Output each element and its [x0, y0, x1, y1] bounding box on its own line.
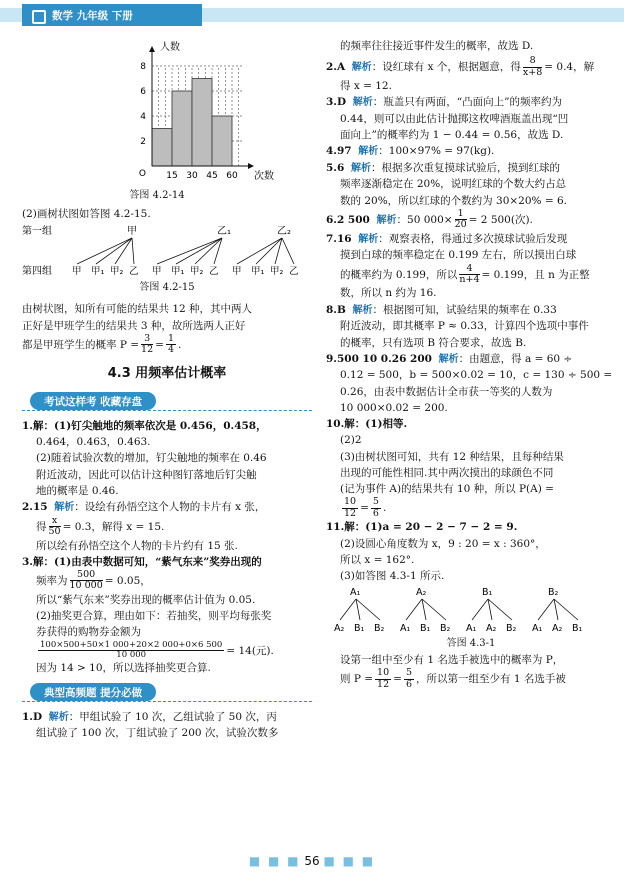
analysis-tag: 解析 [376, 214, 397, 226]
fraction [70, 570, 103, 592]
tree-branch [96, 238, 132, 264]
numerator: 10 [344, 496, 357, 508]
y-tick-label: 2 [140, 137, 146, 147]
numerator: 1 [167, 332, 174, 344]
denominator: 6 [372, 507, 379, 519]
r5 [326, 160, 616, 177]
q3-line-f [22, 641, 312, 661]
x-tick-label: 45 [206, 171, 218, 181]
r7c-post: = 0.199，且 n 为正整 [481, 268, 590, 281]
r9a: ：由题意，得 a = 60 ÷ [458, 352, 573, 365]
r9-number: 9.500 10 0.26 200 [326, 352, 432, 365]
q2b-pre: 得 [36, 520, 47, 533]
r2 [326, 56, 616, 78]
r5b: 频率逐渐稳定在 20%，说明红球的个数大约占总 [340, 178, 567, 191]
fraction [342, 497, 358, 519]
fraction [49, 516, 61, 538]
tree-leaf: B₂ [374, 623, 385, 635]
q1-line-d: 附近波动，因此可以估计这种图钉落地后钉尖触 [36, 468, 257, 481]
tree-node: 甲 [127, 225, 137, 237]
right-column [326, 38, 616, 690]
tree-leaf: 甲 [152, 265, 162, 277]
q3-line-c: 所以“紫气东来”奖券出现的概率估计值为 0.05. [36, 593, 256, 606]
q2-line-a [22, 499, 312, 516]
tree-leaf: A₁ [400, 623, 411, 635]
page-dots-right: ■ ■ ■ [323, 854, 376, 868]
banner-label: 典型高频题 提分必做 [30, 683, 156, 701]
r9c: 0.26，由表中数据估计全市获一等奖的人数为 [340, 385, 553, 398]
analysis-tag: 解析 [438, 353, 459, 365]
tree2-caption: 答图 4.3-1 [446, 638, 496, 650]
q2-number: 2.15 [22, 501, 48, 514]
r3-number: 3.D [326, 96, 347, 109]
r7c-pre: 的概率约为 0.199，所以 [340, 268, 458, 281]
y-tick-label: 8 [140, 62, 146, 72]
fraction [371, 497, 381, 519]
tree-leaf: A₂ [486, 623, 497, 635]
r3 [326, 94, 616, 111]
q3b-pre: 频率为 [36, 574, 68, 587]
q2-line-b [22, 516, 312, 538]
r9d: 10 000×0.02 = 200. [340, 401, 448, 414]
r10e: (记为事件 A)的结果共有 10 种，所以 P(A) = [340, 483, 554, 496]
denominator: 50 [48, 526, 61, 538]
fraction [38, 641, 224, 661]
tree-leaf: 甲 [72, 265, 82, 277]
histogram-bar [152, 129, 172, 167]
r8-number: 8.B [326, 303, 346, 316]
r12b-post: ，所以第一组至少有 1 名选手被 [416, 673, 566, 686]
tree-leaf: 甲₂ [270, 265, 284, 277]
fraction [523, 56, 542, 78]
tree-node: 乙₁ [217, 225, 232, 237]
histogram-bar [172, 91, 192, 166]
para-3b: 正好是甲班学生的结果共 3 种，故所选两人正好 [22, 319, 246, 332]
r6-number: 6.2 500 [326, 213, 370, 226]
q4-line-b: 组试验了 100 次，丁组试验了 200 次，试验次数多 [36, 727, 279, 740]
y-axis-arrow [149, 46, 155, 52]
fraction [455, 209, 467, 231]
r7d: 数，所以 n 约为 16. [340, 287, 437, 300]
denominator: n+4 [459, 274, 480, 286]
denominator: 10 000 [116, 650, 147, 661]
r5a: ：根据多次重复摸球试验后，摸到红球的 [370, 161, 560, 174]
tree-leaf: 甲₁ [91, 265, 105, 277]
r6-post: = 2 500(次). [468, 213, 533, 226]
r8b: 附近波动，即其概率 P ≈ 0.33，计算四个选项中事件 [340, 320, 589, 333]
x-axis-arrow [248, 163, 254, 169]
tree-leaf: A₂ [334, 623, 345, 635]
q3f-post: = 14(元). [226, 644, 274, 657]
r5-number: 5.6 [326, 161, 345, 174]
q2b-post: = 0.3，解得 x = 15. [62, 520, 165, 533]
banner-label: 考试这样考 收藏存盘 [30, 392, 156, 410]
tree-node: B₁ [482, 587, 493, 599]
r7b: 摸到白球的频率稳定在 0.199 左右，所以摸出白球 [340, 249, 577, 262]
section-title: 4.3 用频率估计概率 [107, 365, 227, 381]
tree-leaf: 甲 [232, 265, 242, 277]
numerator: 100×500+50×1 000+20×2 000+0×6 500 [40, 639, 223, 650]
q1-line-e: 地的概率是 0.46. [36, 484, 119, 497]
tree-leaf: B₁ [572, 623, 583, 635]
denominator: 10 000 [69, 580, 103, 592]
para-3c: 都是甲班学生的概率 P = $\frac{3}{12}$ = $\frac{1}{4}$ . [22, 332, 182, 356]
tree-row-label: 第四组 [22, 265, 52, 277]
r11a: 11.解：(1)a = 20 − 2 − 7 − 2 = 9. [326, 521, 518, 534]
tree-node: A₁ [350, 587, 361, 599]
tree-leaf: 甲₁ [171, 265, 185, 277]
tree-leaf: B₁ [420, 623, 431, 635]
q4-line-a [22, 709, 312, 726]
r8c: 的概率，只有选项 B 符合要求，故选 B. [340, 336, 527, 349]
tree-leaf: A₁ [466, 623, 477, 635]
para-2: (2)画树状图如答图 4.2-15. [22, 207, 151, 220]
r6 [326, 209, 616, 231]
q1-line-b: 0.464，0.463，0.463. [36, 436, 151, 449]
r11b: (2)设圆心角度数为 x，9 : 20 = x : 360°， [340, 537, 546, 550]
tree-leaf: A₂ [552, 623, 563, 635]
r7-number: 7.16 [326, 232, 352, 245]
analysis-tag: 解析 [352, 304, 373, 316]
denominator: 20 [454, 219, 467, 231]
r2-pre: ：设红球有 x 个，根据题意，得 [371, 61, 521, 74]
tree-node: 乙₂ [277, 225, 292, 237]
fraction [141, 334, 153, 356]
origin-label: O [138, 169, 146, 179]
page-number [0, 852, 624, 871]
q3-line-b [22, 570, 312, 592]
header-title: 数学 九年级 下册 [22, 4, 202, 26]
fraction [166, 334, 176, 356]
analysis-tag: 解析 [48, 711, 69, 723]
r10a: 10.解：(1)相等. [326, 418, 408, 431]
tree-branch [157, 238, 222, 264]
tree-row-label: 第一组 [22, 225, 52, 237]
tree-branch [340, 599, 356, 620]
numerator: 5 [405, 667, 412, 679]
denominator: 6 [405, 678, 412, 690]
q3-line-d: (2)抽奖更合算，理由如下：若抽奖，则平均每张奖 [36, 610, 272, 623]
page-dots-left: ■ ■ ■ [248, 854, 301, 868]
r3b: 0.44，则可以由此估计抛掷这枚啤酒瓶盖出现“凹 [340, 112, 569, 125]
tree-leaf: 乙 [129, 265, 139, 277]
r3a: ：瓶盖只有两面，“凸面向上”的频率约为 [372, 96, 563, 109]
tree-leaf: 甲₂ [190, 265, 204, 277]
tree-branch [472, 599, 488, 620]
x-tick-label: 60 [226, 171, 238, 181]
analysis-tag: 解析 [358, 233, 379, 245]
r7a: ：观察表格，得通过多次摸球试验后发现 [378, 232, 568, 245]
x-axis-label: 次数 [254, 171, 274, 182]
r10d: 出现的可能性相同.其中两次摸出的球颜色不同 [340, 466, 554, 479]
q3-line-e: 券获得的购物券金额为 [36, 626, 141, 639]
tree-branch [538, 599, 554, 620]
denominator: 12 [141, 344, 154, 356]
r6-pre: ：50 000× [396, 213, 453, 226]
r4-text: ：100×97% = 97(kg). [378, 145, 495, 158]
r2b: 得 x = 12. [340, 80, 392, 93]
histogram-bar [192, 79, 212, 167]
analysis-tag: 解析 [351, 62, 372, 74]
r5c: 数的 20%，所以红球的个数约为 30×20% = 6. [340, 194, 568, 207]
x-tick-label: 30 [186, 171, 198, 181]
denominator: x+8 [522, 66, 543, 78]
numerator: 5 [372, 496, 379, 508]
fraction [459, 264, 479, 286]
tree-branch [406, 599, 422, 620]
numerator: 8 [523, 56, 542, 67]
tree1-caption: 答图 4.2-15 [139, 281, 195, 293]
r2-post: = 0.4，解 [544, 61, 595, 74]
r3c: 面向上”的概率约为 1 − 0.44 = 0.56，故选 D. [340, 129, 564, 142]
r9b: 0.12 = 500，b = 500×0.02 = 10，c = 130 ÷ 500 = [340, 369, 613, 382]
q3-line-g: 因为 14 > 10，所以选择抽奖更合算. [36, 662, 211, 675]
q2-text: ：设绘有孙悟空这个人物的卡片有 x 张， [74, 501, 266, 514]
tree-leaf: 甲₁ [251, 265, 265, 277]
tree-leaf: 甲₂ [110, 265, 124, 277]
r11d: (3)如答图 4.3-1 所示. [340, 570, 445, 583]
banner-frequent [22, 681, 312, 703]
analysis-tag: 解析 [352, 97, 373, 109]
q3-line-a: 3.解：(1)由表中数据可知，“紫气东来”奖券出现的 [22, 555, 262, 568]
analysis-tag: 解析 [350, 162, 371, 174]
r9 [326, 351, 616, 368]
numerator: 4 [459, 264, 479, 275]
denominator: 4 [167, 344, 174, 356]
r12b-pre: 则 P = [340, 673, 374, 686]
numerator: 1 [455, 209, 467, 220]
r7 [326, 231, 616, 248]
numerator: 500 [70, 570, 103, 581]
fraction [375, 668, 391, 690]
tree-leaf: B₂ [440, 623, 451, 635]
r1: 的频率往往接近事件发生的概率，故选 D. [340, 40, 534, 52]
tree-node: A₂ [416, 587, 427, 599]
y-tick-label: 4 [140, 112, 146, 122]
histogram-chart [102, 38, 302, 188]
tree-leaf: 乙 [289, 265, 299, 277]
para-3a: 由树状图，知所有可能的结果共 12 种，其中两人 [22, 303, 253, 316]
denominator: 12 [344, 507, 357, 519]
tree-leaf: A₁ [532, 623, 543, 635]
numerator: 10 [377, 667, 390, 679]
y-axis-label: 人数 [160, 42, 180, 53]
q1-line-c: (2)随着试验次数的增加，钉尖触地的频率在 0.46 [36, 452, 267, 465]
histogram-bar [212, 116, 232, 166]
r4 [326, 143, 616, 160]
denominator: 12 [377, 678, 390, 690]
tree-diagram-2 [326, 584, 616, 636]
fraction [404, 668, 414, 690]
r10c: (3)由树状图可知，共有 12 种结果，且每种结果 [340, 450, 564, 463]
tree-leaf: B₂ [506, 623, 517, 635]
page-header [0, 0, 624, 28]
analysis-tag: 解析 [54, 502, 75, 514]
para-3c-text: 都是甲班学生的概率 P = [22, 338, 140, 351]
q2-line-c: 所以绘有孙悟空这个人物的卡片约有 15 张. [36, 539, 238, 552]
r10f: $\frac{10}{12}$ = $\frac{5}{6}$ . [344, 496, 387, 519]
r12a: 设第一组中至少有 1 名选手被选中的概率为 P， [340, 653, 564, 666]
tree-leaf: B₁ [354, 623, 365, 635]
x-tick-label: 15 [166, 171, 178, 181]
r10b: (2)2 [340, 434, 362, 447]
numerator: x [49, 516, 61, 527]
r11c: 所以 x = 162°. [340, 553, 415, 566]
banner-exam [22, 390, 312, 412]
numerator: 3 [141, 334, 153, 345]
r8a: ：根据图可知，试验结果的频率在 0.33 [372, 303, 557, 316]
tree-branch [132, 238, 134, 264]
r12b: 则 P = $\frac{10}{12}$ = $\frac{5}{6}$ ，所以第一组至少有 1 名选手被 [340, 667, 566, 690]
q1-line-a: 1.解：(1)钉尖触地的频率依次是 0.456，0.458， [22, 419, 267, 432]
hist-caption: 答图 4.2-14 [129, 190, 185, 201]
q4-text: ：甲组试验了 10 次，乙组试验了 50 次，丙 [68, 710, 277, 723]
q4-number: 1.D [22, 710, 43, 723]
page-number-text: 56 [304, 854, 320, 868]
tree-leaf: 乙 [209, 265, 219, 277]
q3b-post: = 0.05， [104, 574, 151, 587]
tree-diagram-1 [22, 222, 312, 280]
y-tick-label: 6 [140, 87, 146, 97]
analysis-tag: 解析 [358, 146, 379, 158]
r8 [326, 302, 616, 319]
r4-number: 4.97 [326, 145, 352, 158]
r2-number: 2.A [326, 61, 346, 74]
r7c [326, 264, 616, 286]
tree-node: B₂ [548, 587, 559, 599]
tree-branch [282, 238, 294, 264]
left-column [22, 38, 312, 741]
